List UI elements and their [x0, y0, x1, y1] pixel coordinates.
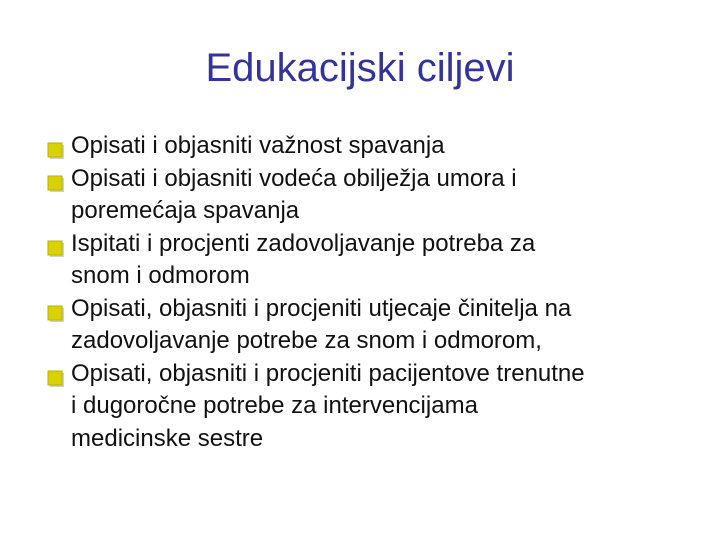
bullet-item-3	[47, 228, 707, 293]
bullet-item-1	[47, 130, 707, 163]
bullet-list	[47, 130, 707, 455]
bullet-text: Ispitati i procjenti zadovoljavanje potreba za snom i odmorom	[71, 229, 536, 289]
slide-title: Edukacijski ciljevi	[205, 46, 515, 90]
bullet-text: Opisati, objasniti i procjeniti pacijentove trenutne i dugoročne potrebe za intervencijama medicinske sestre	[71, 359, 585, 452]
square-bullet-icon	[47, 170, 65, 188]
bullet-text: Opisati i objasniti vodeća obilježja umora i poremećaja spavanja	[71, 164, 517, 224]
square-bullet-icon	[47, 235, 65, 253]
bullet-item-2	[47, 163, 707, 228]
bullet-text: Opisati i objasniti važnost spavanja	[71, 132, 445, 159]
square-bullet-icon	[47, 300, 65, 318]
bullet-text: Opisati, objasniti i procjeniti utjecaje činitelja na zadovoljavanje potrebe za snom i odmorom,	[71, 294, 572, 354]
square-bullet-icon	[47, 365, 65, 383]
bullet-item-4	[47, 293, 707, 358]
square-bullet-icon	[47, 137, 65, 155]
bullet-item-5	[47, 358, 707, 456]
